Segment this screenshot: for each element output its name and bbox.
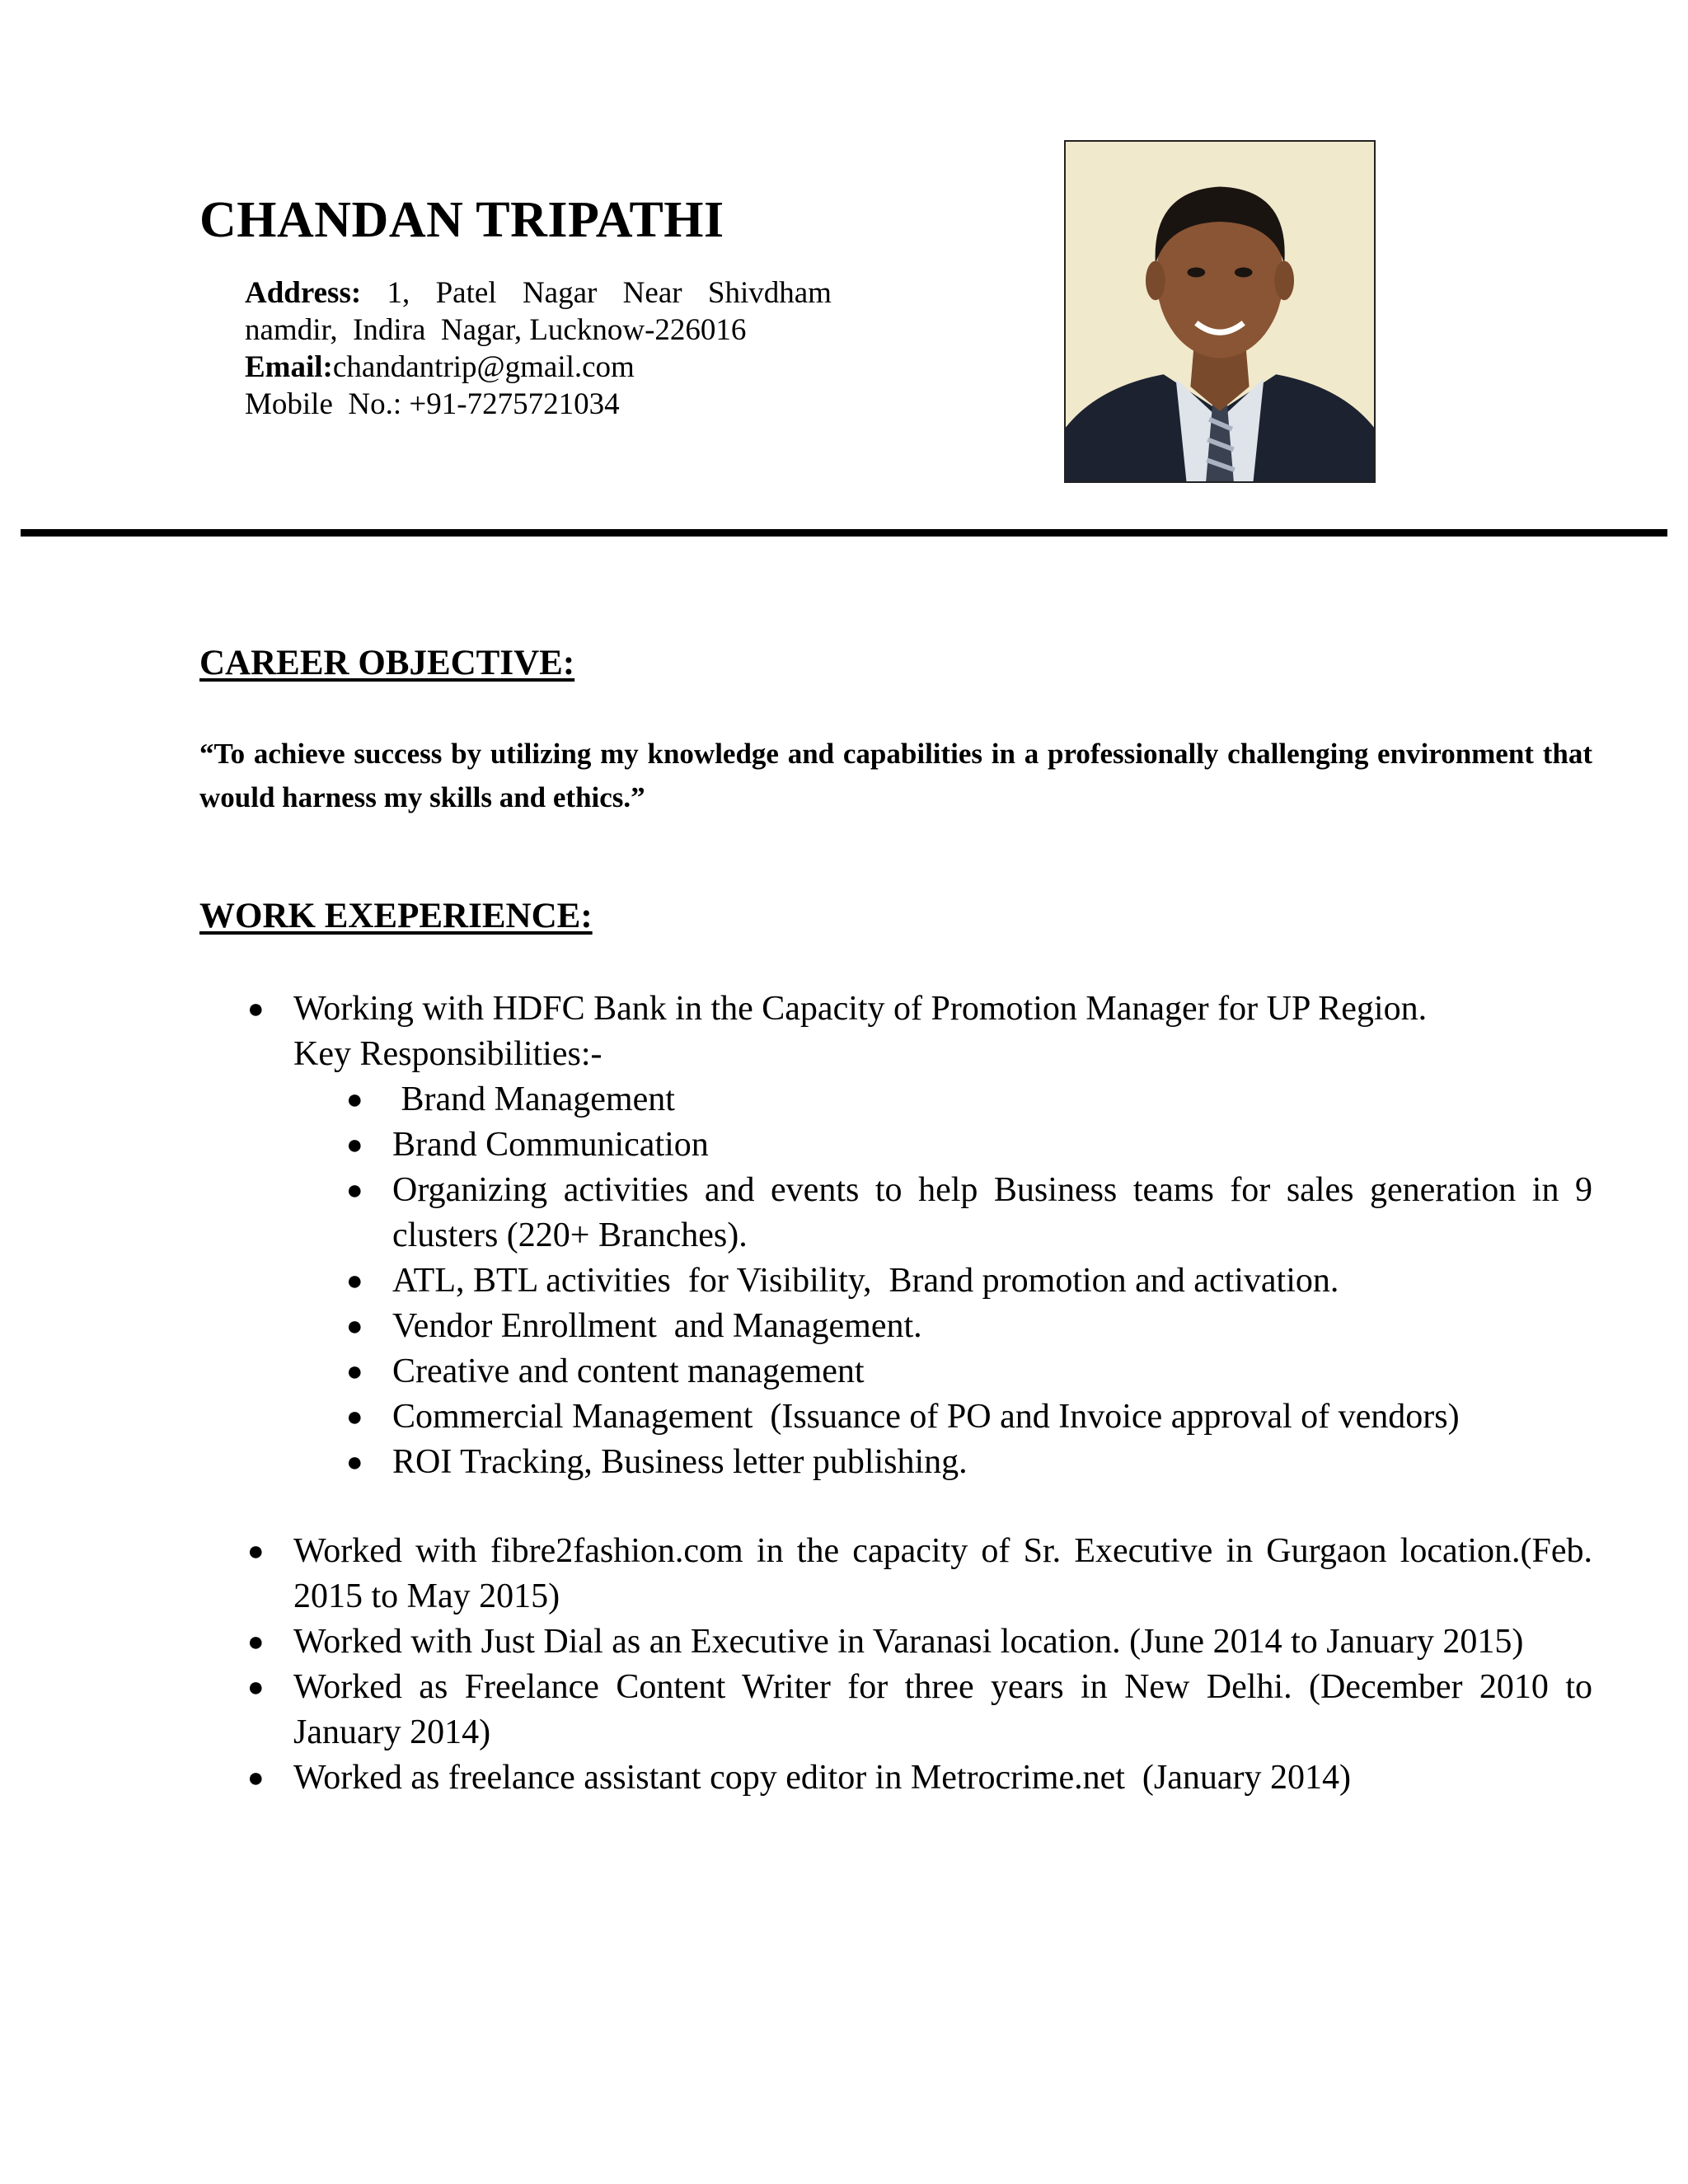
bullet-icon: ● (247, 1763, 265, 1793)
address-word: Nagar (522, 276, 598, 310)
address-word: Patel (435, 276, 497, 310)
responsibility-text: Creative and content management (392, 1352, 865, 1390)
address-word: Near (622, 276, 682, 310)
responsibility-text: ATL, BTL activities for Visibility, Brand promotion and activation. (392, 1262, 1339, 1300)
bullet-icon: ● (247, 1672, 265, 1703)
past-job-text: Worked as Freelance Content Writer for three years in New Delhi. (December 2010 to January 2014) (293, 1668, 1592, 1751)
bullet-icon: ● (346, 1357, 363, 1387)
bullet-icon: ● (346, 1130, 363, 1160)
past-job-text: Worked as freelance assistant copy editor in Metrocrime.net (January 2014) (293, 1759, 1351, 1797)
list-item (293, 1168, 1592, 1258)
list-item (293, 1122, 1592, 1168)
bullet-icon: ● (247, 994, 265, 1024)
list-item (293, 1258, 1592, 1304)
bullet-icon: ● (346, 1175, 363, 1206)
career-objective-heading: CAREER OBJECTIVE: (199, 644, 575, 682)
past-job-text: Worked with Just Dial as an Executive in Varanasi location. (June 2014 to January 2015) (293, 1623, 1524, 1661)
list-item (293, 1304, 1592, 1349)
address-word: 1, (387, 276, 410, 310)
past-job-text: Worked with fibre2fashion.com in the capacity of Sr. Executive in Gurgaon location.(Feb. 2015 to May 2015) (293, 1532, 1592, 1615)
bullet-icon: ● (346, 1266, 363, 1296)
list-item (0, 1665, 1592, 1755)
responsibilities-list (293, 1077, 1592, 1485)
responsibility-text: Vendor Enrollment and Management. (392, 1307, 922, 1345)
bullet-icon: ● (247, 1536, 265, 1567)
work-experience-heading: WORK EXEPERIENCE: (199, 897, 593, 935)
candidate-name: CHANDAN TRIPATHI (199, 192, 724, 248)
work-experience-list (0, 987, 1688, 1801)
list-item (293, 1349, 1592, 1394)
list-item (0, 1619, 1592, 1665)
list-item (0, 1755, 1592, 1801)
address-word: Shivdham (707, 276, 832, 310)
list-item (293, 1440, 1592, 1485)
bullet-icon: ● (346, 1402, 363, 1432)
career-objective-text: “To achieve success by utilizing my knowledge and capabilities in a professionally challenging environment that would harness my skills and ethics.” (199, 738, 1592, 813)
responsibility-text: Brand Communication (392, 1126, 709, 1164)
header-divider (21, 529, 1667, 537)
bullet-icon: ● (346, 1085, 363, 1115)
email-label: Email: (245, 350, 333, 384)
mobile-line: Mobile No.: +91-7275721034 (245, 387, 620, 421)
responsibility-text: Brand Management (392, 1080, 675, 1118)
responsibilities-subheading: Key Responsibilities:- (293, 1035, 603, 1073)
responsibility-text: Commercial Management (Issuance of PO and Invoice approval of vendors) (392, 1398, 1460, 1436)
bullet-icon: ● (346, 1447, 363, 1478)
email-line (245, 349, 838, 386)
list-item (0, 1529, 1592, 1619)
contact-block (245, 274, 838, 423)
list-item (293, 1077, 1592, 1122)
email-value: chandantrip@gmail.com (332, 350, 635, 384)
profile-photo-illustration (1066, 142, 1374, 481)
profile-photo (1064, 140, 1376, 483)
address-line-1 (245, 274, 832, 312)
current-job-text: Working with HDFC Bank in the Capacity of Promotion Manager for UP Region. (293, 990, 1428, 1028)
responsibility-text: ROI Tracking, Business letter publishing. (392, 1443, 968, 1481)
bullet-icon: ● (247, 1627, 265, 1657)
bullet-icon: ● (346, 1311, 363, 1342)
list-item (0, 987, 1592, 1485)
address-line-2: namdir, Indira Nagar, Lucknow-226016 (245, 313, 747, 347)
responsibility-text: Organizing activities and events to help Business teams for sales generation in 9 clusters (220+ Branches). (392, 1171, 1592, 1254)
address-label: Address: (245, 276, 362, 310)
list-item (293, 1394, 1592, 1440)
